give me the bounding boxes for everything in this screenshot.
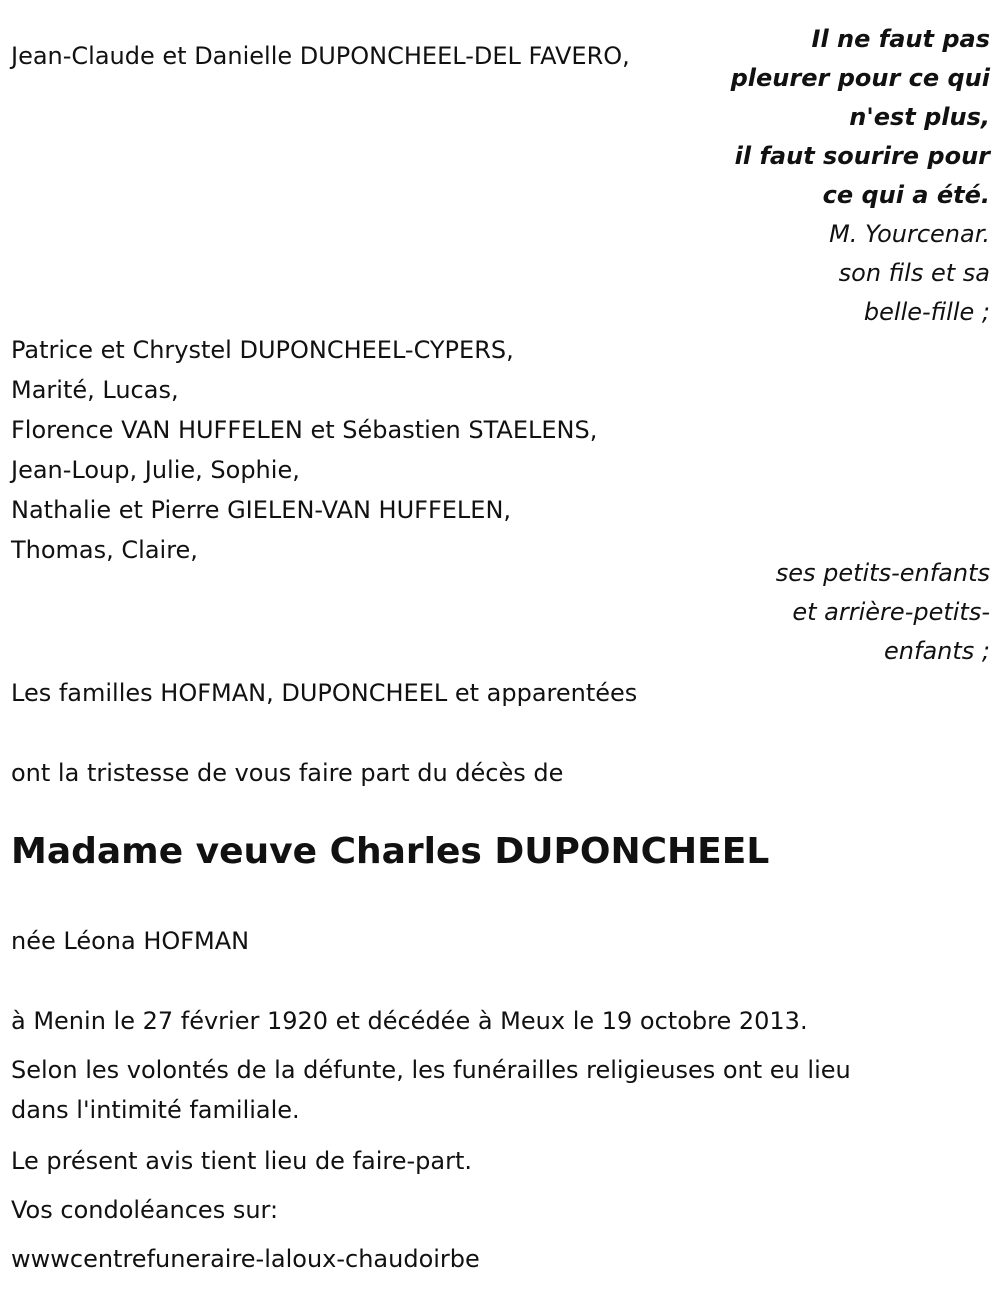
funeral-line: Selon les volontés de la défunte, les funérailles religieuses ont eu lieu: [11, 1056, 851, 1084]
quote-line: Il ne faut pas: [811, 25, 990, 53]
relation-grandchildren-line: enfants ;: [884, 637, 990, 665]
announcement-line: ont la tristesse de vous faire part du décès de: [11, 759, 564, 787]
grandchildren-line: Florence VAN HUFFELEN et Sébastien STAELENS,: [11, 416, 598, 444]
relation-grandchildren: [776, 554, 990, 671]
relation-grandchildren-line: ses petits-enfants: [775, 559, 990, 587]
grandchildren-line: Marité, Lucas,: [11, 376, 179, 404]
website-link[interactable]: wwwcentrefuneraire-laloux-chaudoirbe: [11, 1245, 480, 1273]
maiden-name: née Léona HOFMAN: [11, 927, 250, 955]
relation-grandchildren-line: et arrière-petits-: [792, 598, 990, 626]
grandchildren-line: Patrice et Chrystel DUPONCHEEL-CYPERS,: [11, 336, 514, 364]
condolences-line: Vos condoléances sur:: [11, 1196, 279, 1224]
notice-line: Le présent avis tient lieu de faire-part.: [11, 1147, 473, 1175]
children-line: Jean-Claude et Danielle DUPONCHEEL-DEL FAVERO,: [11, 42, 630, 70]
grandchildren-line: Thomas, Claire,: [11, 536, 198, 564]
relation-son-line: belle-fille ;: [863, 298, 990, 326]
quote-line: pleurer pour ce qui: [730, 64, 990, 92]
quote-block: [731, 20, 990, 332]
quote-line: ce qui a été.: [822, 181, 990, 209]
quote-line: il faut sourire pour: [734, 142, 990, 170]
families-line: Les familles HOFMAN, DUPONCHEEL et apparentées: [11, 679, 638, 707]
quote-author: M. Yourcenar.: [829, 220, 990, 248]
birth-death-line: à Menin le 27 février 1920 et décédée à Meux le 19 octobre 2013.: [11, 1007, 808, 1035]
grandchildren-list: [11, 330, 597, 570]
funeral-line: dans l'intimité familiale.: [11, 1096, 300, 1124]
deceased-name: Madame veuve Charles DUPONCHEEL: [11, 831, 770, 872]
relation-son-line: son fils et sa: [838, 259, 990, 287]
quote-line: n'est plus,: [849, 103, 990, 131]
grandchildren-line: Jean-Loup, Julie, Sophie,: [11, 456, 300, 484]
grandchildren-line: Nathalie et Pierre GIELEN-VAN HUFFELEN,: [11, 496, 512, 524]
